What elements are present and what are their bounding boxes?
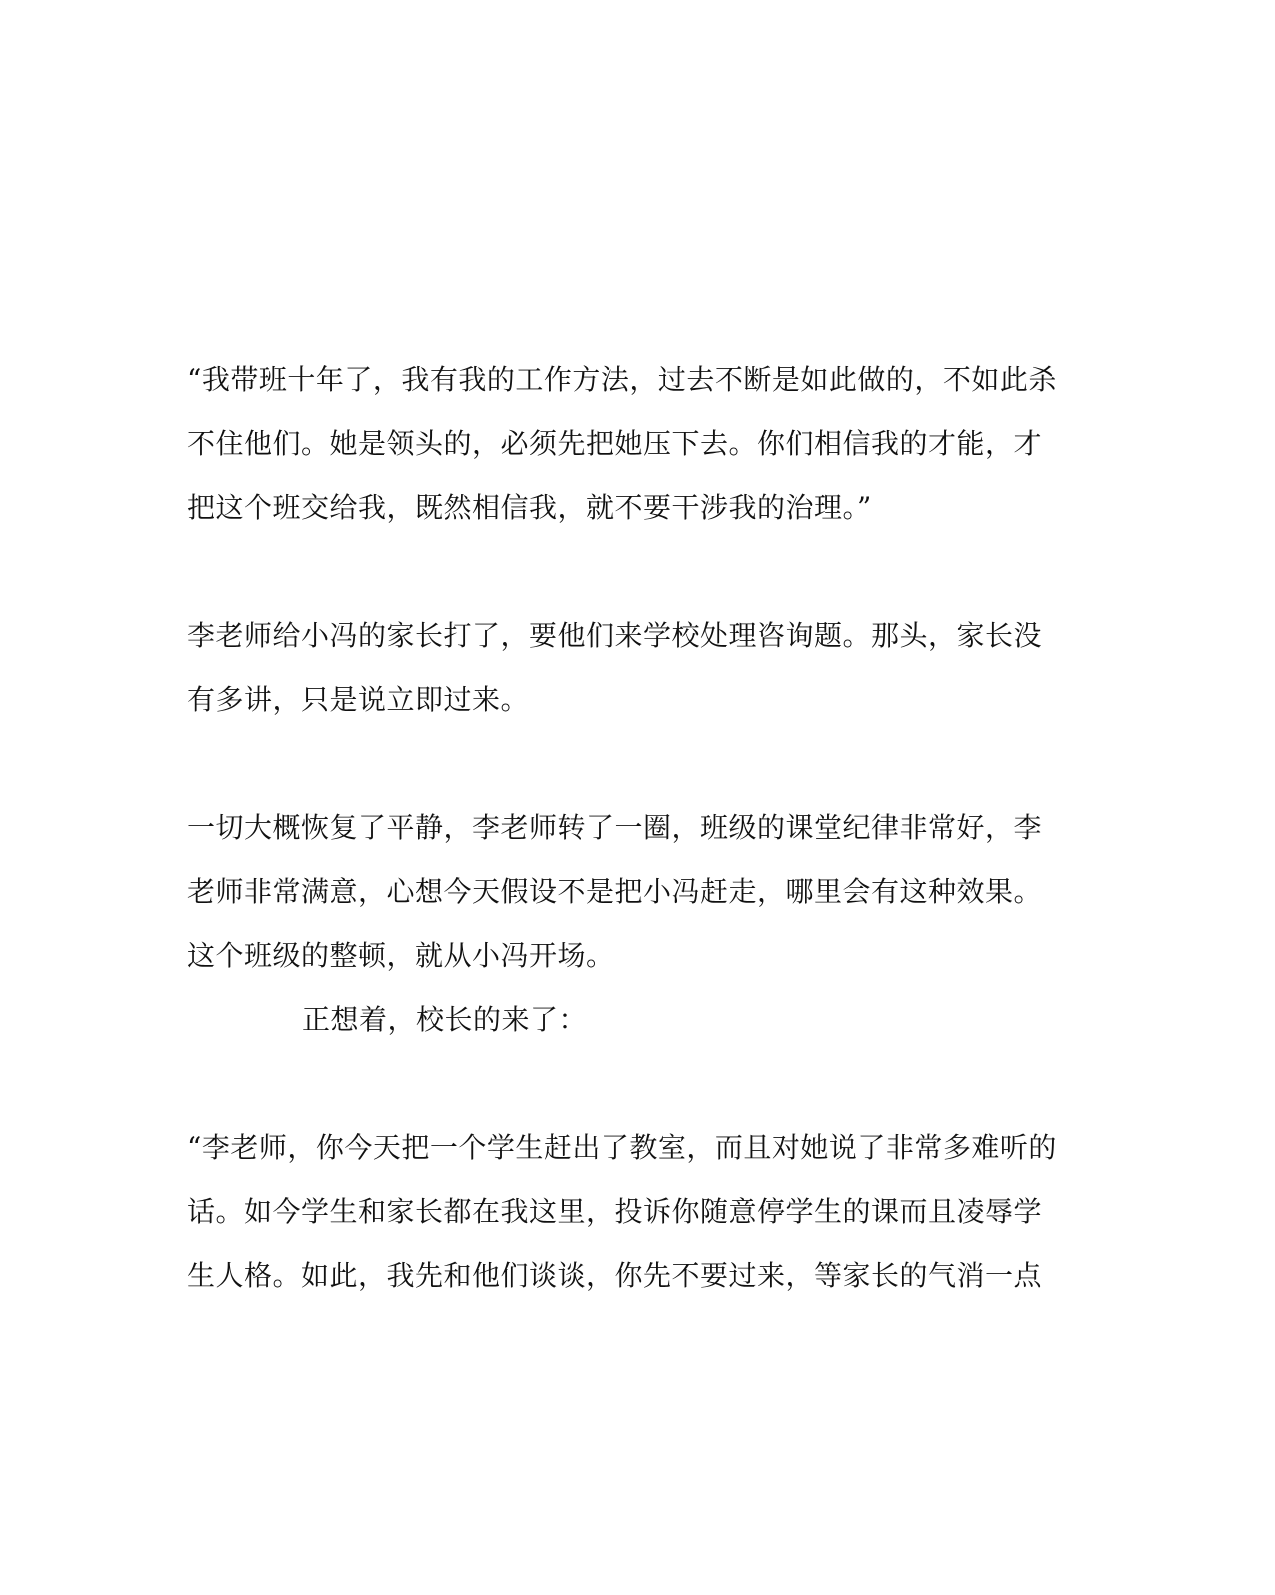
- text-line: 话。如今学生和家长都在我这里，投诉你随意停学生的课而且凌辱学: [187, 1195, 1043, 1228]
- text-line: 李老师给小冯的家长打了，要他们来学校处理咨询题。那头，家长没: [187, 619, 1043, 652]
- text-line: 一切大概恢复了平静，李老师转了一圈，班级的课堂纪律非常好，李: [187, 811, 1043, 844]
- text-line: “李老师，你今天把一个学生赶出了教室，而且对她说了非常多难听的: [187, 1131, 1057, 1164]
- text-line: 把这个班交给我，既然相信我，就不要干涉我的治理。”: [187, 491, 872, 524]
- text-line: 正想着，校长的来了：: [302, 1003, 588, 1036]
- text-line: 老师非常满意，心想今天假设不是把小冯赶走，哪里会有这种效果。: [187, 875, 1043, 908]
- text-line: 生人格。如此，我先和他们谈谈，你先不要过来，等家长的气消一点: [187, 1259, 1043, 1292]
- text-line: 有多讲，只是说立即过来。: [187, 683, 530, 716]
- text-line: 这个班级的整顿，就从小冯开场。: [187, 939, 615, 972]
- text-line: “我带班十年了，我有我的工作方法，过去不断是如此做的，不如此杀: [187, 363, 1057, 396]
- text-line: 不住他们。她是领头的，必须先把她压下去。你们相信我的才能，才: [187, 427, 1043, 460]
